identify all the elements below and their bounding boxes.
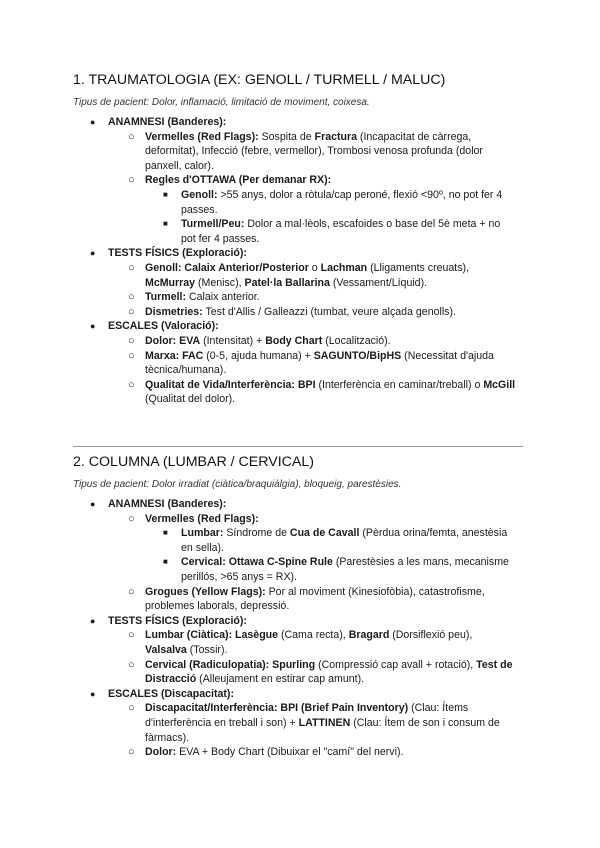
item-text: (Menisc), — [195, 276, 245, 289]
list-item — [0, 261, 517, 290]
item-bold: Valsalva — [145, 643, 187, 656]
bullet-icon: ○ — [128, 305, 135, 318]
bullet-icon: ○ — [128, 261, 135, 274]
item-text: (Cama recta), — [278, 629, 349, 642]
bullet-icon: ○ — [128, 349, 135, 362]
bullet-icon: ● — [90, 321, 96, 332]
list-item — [0, 585, 517, 614]
bullet-icon: ● — [90, 499, 96, 509]
item-text: (Alleujament en estirar cap amunt). — [196, 673, 365, 686]
bullet-icon: ● — [90, 248, 96, 259]
section-2-title: 2. COLUMNA (LUMBAR / CERVICAL) — [73, 454, 314, 470]
item-bold: Patel·la Ballarina — [244, 276, 330, 289]
item-label: Regles d'OTTAWA (Per demanar RX): — [145, 174, 332, 187]
item-text: Dolor a mal·lèols, escafoides o base del 5è meta + no pot fer 4 passes. — [181, 218, 501, 245]
item-text: Test d'Allis / Galleazzi (tumbat, veure alçada genolls). — [202, 305, 456, 318]
item-bold: Cua de Cavall — [289, 527, 360, 540]
item-text: Síndrome de — [223, 527, 290, 540]
bullet-icon: ○ — [128, 291, 135, 304]
item-text: Por al moviment (Kinesiofòbia), catastrofisme, problemes laborals, depressió. — [145, 585, 485, 613]
item-text: (Clau: Ítem de son i consum de fàrmacs). — [145, 716, 500, 744]
list-item — [0, 526, 517, 555]
list-item — [0, 115, 518, 130]
item-text: (0-5, ajuda humana) + — [203, 349, 314, 362]
item-text: (Dorsiflexió peu), — [389, 629, 473, 642]
item-text: (Incapacitat de càrrega, deformitat), Infecció (febre, vermellor), Trombosi venosa profunda (dolor panxell, calor). — [145, 130, 483, 172]
item-bold: Bragard — [348, 629, 390, 642]
item-text: (Intensitat) + — [200, 334, 266, 347]
section-1-subtitle: Tipus de pacient: Dolor, inflamació, limitació de moviment, coixesa. — [73, 97, 370, 108]
item-heading: ESCALES (Valoració): — [108, 320, 219, 333]
bullet-icon: ● — [90, 117, 96, 127]
item-text: (Tossir). — [186, 643, 228, 656]
section-divider — [73, 446, 523, 447]
bullet-icon: ○ — [128, 746, 135, 759]
item-label: Genoll: Calaix Anterior/Posterior — [145, 261, 309, 274]
bullet-icon: ■ — [163, 189, 168, 199]
item-label: Grogues (Yellow Flags): — [145, 585, 266, 598]
item-heading: ESCALES (Discapacitat): — [108, 687, 234, 700]
item-label: Cervical: Ottawa C-Spine Rule — [181, 556, 333, 569]
item-bold: McMurray — [145, 276, 196, 289]
bullet-icon: ○ — [128, 585, 135, 598]
list-item — [0, 614, 518, 629]
item-text: (Pèrdua orina/femta, anestèsia en sella). — [181, 527, 508, 554]
item-bold: Fractura — [314, 130, 357, 143]
item-label: Lumbar: — [181, 527, 224, 540]
list-item — [0, 130, 517, 174]
item-text: (Clau: Ítems d'interferència en treball i son) + — [145, 702, 469, 729]
item-heading: TESTS FÍSICS (Exploració): — [108, 247, 247, 260]
item-text: o — [308, 261, 321, 274]
bullet-icon: ○ — [128, 629, 135, 642]
item-text: (Localització). — [322, 334, 391, 347]
item-label: Dolor: — [145, 746, 177, 759]
item-heading: ANAMNESI (Banderes): — [108, 498, 227, 510]
item-label: Vermelles (Red Flags): — [145, 130, 259, 143]
item-text: (Compressió cap avall + rotació), — [315, 658, 477, 671]
bullet-icon: ○ — [128, 658, 135, 671]
list-item — [0, 349, 517, 378]
item-text: (Parestèsies a les mans, mecanisme perillós, >65 anys = RX). — [181, 556, 509, 583]
list-item — [0, 378, 517, 407]
bullet-icon: ○ — [128, 702, 135, 715]
item-text: (Interferència en caminar/treball) o — [315, 378, 484, 391]
item-bold: LATTINEN — [298, 716, 351, 729]
list-item — [0, 319, 518, 334]
item-label: Marxa: FAC — [145, 349, 204, 362]
item-bold: Test de Distracció — [145, 658, 513, 686]
bullet-icon: ○ — [128, 334, 135, 347]
item-text: >55 anys, dolor a ròtula/cap peroné, flexió <90º, no pot fer 4 passes. — [181, 188, 503, 216]
item-label: Lumbar (Ciàtica): Lasègue — [145, 629, 279, 642]
item-label: Genoll: — [181, 188, 218, 201]
item-label: Dismetries: — [145, 305, 203, 318]
section-2-subtitle: Tipus de pacient: Dolor irradiat (ciàtica/braquiàlgia), bloqueig, parestèsies. — [73, 479, 402, 490]
item-bold: Body Chart — [265, 334, 323, 347]
bullet-icon: ■ — [163, 528, 168, 538]
item-text: (Lligaments creuats), — [367, 261, 470, 274]
section-1-title: 1. TRAUMATOLOGIA (EX: GENOLL / TURMELL / MALUC) — [73, 72, 446, 88]
item-heading: TESTS FÍSICS (Exploració): — [108, 614, 247, 627]
list-item — [0, 290, 517, 305]
section-2-list — [0, 497, 600, 760]
item-label: Discapacitat/Interferència: BPI (Brief Pain Inventory) — [145, 702, 409, 715]
list-item — [0, 555, 517, 584]
list-item — [0, 701, 517, 745]
bullet-icon: ■ — [163, 557, 168, 567]
bullet-icon: ○ — [128, 512, 135, 525]
item-bold: SAGUNTO/BipHS — [313, 349, 402, 362]
bullet-icon: ● — [90, 615, 96, 626]
list-item — [0, 745, 517, 760]
item-bold: Lachman — [320, 261, 368, 274]
list-item — [0, 217, 517, 246]
list-item — [0, 188, 517, 217]
item-label: Cervical (Radiculopatia): Spurling — [145, 658, 316, 671]
item-label: Qualitat de Vida/Interferència: BPI — [145, 378, 316, 391]
item-label: Turmell/Peu: — [181, 218, 245, 231]
bullet-icon: ○ — [128, 174, 135, 187]
item-text: Sospita de — [258, 130, 315, 143]
item-bold: McGill — [483, 378, 516, 391]
list-item — [0, 628, 517, 657]
item-label: Dolor: EVA — [145, 334, 201, 347]
bullet-icon: ○ — [128, 378, 135, 391]
list-item — [0, 173, 517, 188]
item-text: (Qualitat del dolor). — [145, 393, 236, 406]
bullet-icon: ■ — [163, 219, 168, 229]
item-text: (Vessament/Líquid). — [329, 276, 428, 289]
list-item — [0, 334, 517, 349]
section-1-list — [0, 115, 600, 407]
item-text: Calaix anterior. — [186, 291, 260, 304]
list-item — [0, 246, 518, 261]
list-item — [0, 497, 518, 512]
list-item — [0, 687, 518, 702]
item-heading: ANAMNESI (Banderes): — [108, 116, 227, 128]
bullet-icon: ○ — [128, 130, 135, 143]
list-item — [0, 305, 517, 320]
item-label: Vermelles (Red Flags): — [145, 512, 259, 525]
bullet-icon: ● — [90, 688, 96, 699]
item-label: Turmell: — [145, 291, 187, 304]
item-text: EVA + Body Chart (Dibuixar el "camí" del nervi). — [176, 746, 404, 759]
list-item — [0, 658, 517, 687]
list-item — [0, 512, 517, 527]
item-text: (Necessitat d'ajuda tècnica/humana). — [145, 349, 494, 377]
